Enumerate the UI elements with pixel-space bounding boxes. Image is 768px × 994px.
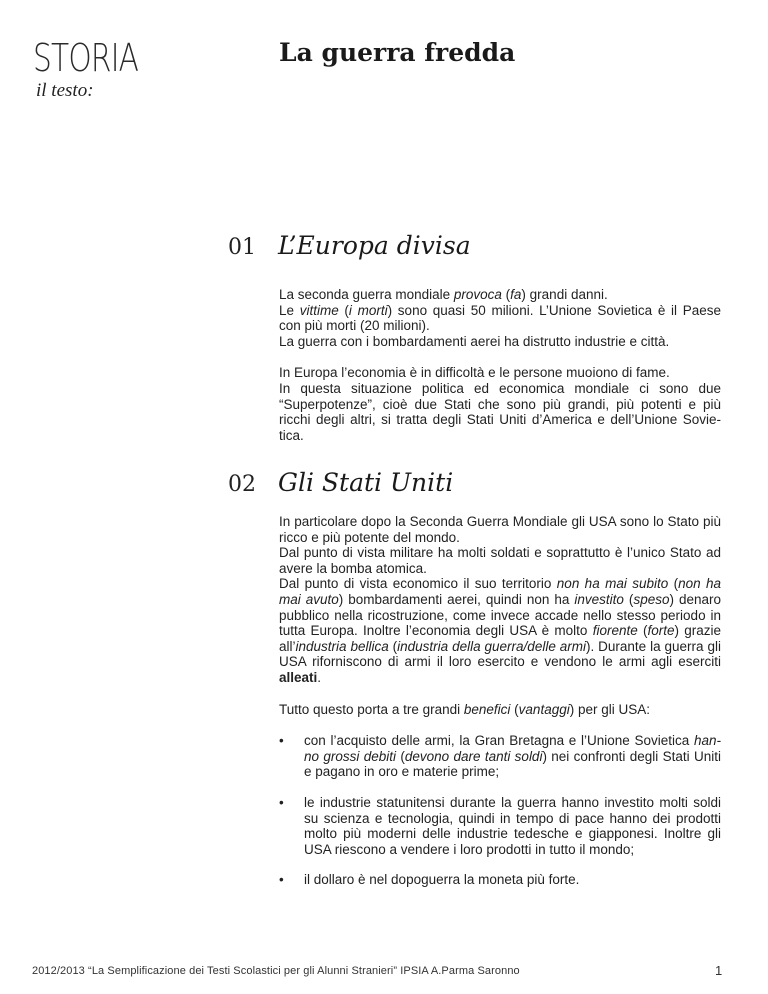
benefits-list <box>279 733 721 888</box>
page-title: La guerra fredda <box>279 38 516 67</box>
subject-label: STORIA <box>33 36 139 80</box>
bullet-icon: • <box>279 794 284 810</box>
list-item <box>279 733 721 780</box>
section-2-heading <box>228 468 453 497</box>
bullet-icon: • <box>279 733 284 749</box>
section-1-paragraph: La seconda guerra mondiale provoca (fa) grandi danni. Le vittime (i morti) sono quasi 50 milioni. L’Unione Sovietica è il Paese con più morti (20 milioni). La guerra con i bombardamenti aerei ha distrutto industrie e città. <box>279 287 722 349</box>
list-item-text: le industrie statunitensi durante la guerra hanno investito molti soldi su scienza e tecnologia, quindi in tempo di pace hanno dei prodotti molto più moderni delle industrie tedesche e giapponesi. Inoltre gli USA riescono a vendere i loro prodotti in tutto il mondo; <box>304 794 721 857</box>
section-1-number: 01 <box>228 235 256 260</box>
list-item <box>279 872 721 888</box>
section-1-title: L’Europa divisa <box>278 231 471 260</box>
section-2-body <box>279 514 721 903</box>
section-2-title: Gli Stati Uniti <box>278 468 454 497</box>
bullet-icon: • <box>279 872 284 888</box>
section-1-body <box>279 287 721 459</box>
footer-text: 2012/2013 “La Semplificazione dei Testi Scolastici per gli Alunni Stranieri” IPSIA A.Parma Saronno <box>32 965 520 977</box>
section-1-paragraph: In Europa l’economia è in difficoltà e le persone muoiono di fame. In questa situazione politica ed economica mondiale ci sono due “Superpotenze”, cioè due Stati che sono più grandi, più potenti e più ricchi degli altri, si tratta degli Stati Uniti d’America e dell’Unione Sovietica. <box>279 365 721 443</box>
list-item-text: il dollaro è nel dopoguerra la moneta più forte. <box>304 872 580 888</box>
section-1-heading <box>228 231 471 260</box>
subtitle-label: il testo: <box>36 80 94 101</box>
section-2-paragraph: Tutto questo porta a tre grandi benefici (vantaggi) per gli USA: <box>279 701 650 717</box>
list-item <box>279 795 721 857</box>
section-2-number: 02 <box>228 472 256 497</box>
section-2-paragraph: In particolare dopo la Seconda Guerra Mondiale gli USA sono lo Stato più ricco e più potente del mondo. Dal punto di vista militare ha molti soldati e soprattutto è l’unico Stato ad avere la bomba atomica. Dal punto di vista economico il suo territorio non ha mai subito (non ha mai avuto) bombardamenti aerei, quindi non ha investito (speso) denaro pubblico nella ricostruzione, come invece accade nello stesso periodo in tutta Europa. Inoltre l’economia degli USA è molto fiorente (forte) grazie all’industria bellica (industria della guerra/delle armi). Durante la guerra gli USA riforniscono di armi il loro esercito e vendono le armi agli eserciti alleati. <box>279 514 722 685</box>
page-number: 1 <box>715 963 723 978</box>
list-item-text: con l’acquisto delle armi, la Gran Bretagna e l’Unione Sovietica hanno grossi debiti (devono dare tanti soldi) nei confronti degli Stati Uniti e pagano in oro e materie prime; <box>304 733 721 780</box>
